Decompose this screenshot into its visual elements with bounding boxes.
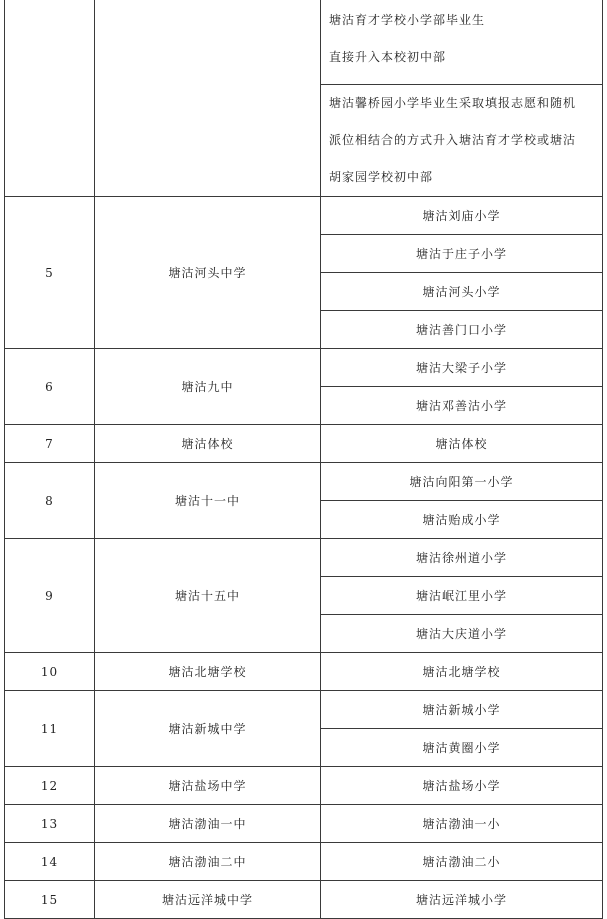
note-line: 派位相结合的方式升入塘沽育才学校或塘沽 [329,133,577,147]
row-number: 11 [5,691,95,767]
middle-school-name: 塘沽远洋城中学 [95,881,321,919]
feeder-primary-school: 塘沽向阳第一小学 [321,463,603,501]
feeder-primary-school: 塘沽于庄子小学 [321,235,603,273]
row-number: 6 [5,349,95,425]
feeder-primary-school: 塘沽徐州道小学 [321,539,603,577]
row-number: 12 [5,767,95,805]
feeder-primary-school: 塘沽远洋城小学 [321,881,603,919]
feeder-primary-school: 塘沽盐场小学 [321,767,603,805]
row-number: 8 [5,463,95,539]
feeder-primary-school: 塘沽体校 [321,425,603,463]
table-row [5,653,603,691]
note-cell [321,85,603,197]
middle-school-name: 塘沽河头中学 [95,197,321,349]
row-number: 9 [5,539,95,653]
table-row [5,805,603,843]
note-line: 直接升入本校初中部 [329,50,447,64]
feeder-primary-school: 塘沽渤油一小 [321,805,603,843]
middle-school-name: 塘沽十五中 [95,539,321,653]
middle-school-name: 塘沽渤油一中 [95,805,321,843]
feeder-primary-school: 塘沽大梁子小学 [321,349,603,387]
table-row [5,0,603,85]
number-cell [5,0,95,197]
feeder-primary-school: 塘沽渤油二小 [321,843,603,881]
note-line: 塘沽育才学校小学部毕业生 [329,13,486,27]
feeder-primary-school: 塘沽河头小学 [321,273,603,311]
note-line: 塘沽馨桥园小学毕业生采取填报志愿和随机 [329,96,577,110]
table-row [5,767,603,805]
row-number: 7 [5,425,95,463]
table-row [5,425,603,463]
feeder-primary-school: 塘沽刘庙小学 [321,197,603,235]
table-row [5,197,603,235]
feeder-primary-school: 塘沽贻成小学 [321,501,603,539]
middle-school-name: 塘沽十一中 [95,463,321,539]
table-row [5,463,603,501]
feeder-primary-school: 塘沽邓善沽小学 [321,387,603,425]
table-row [5,881,603,919]
row-number: 13 [5,805,95,843]
note-line: 胡家园学校初中部 [329,170,434,184]
school-cell [95,0,321,197]
enrollment-table [4,0,603,919]
table-row [5,843,603,881]
row-number: 15 [5,881,95,919]
row-number: 5 [5,197,95,349]
feeder-primary-school: 塘沽北塘学校 [321,653,603,691]
row-number: 10 [5,653,95,691]
row-number: 14 [5,843,95,881]
feeder-primary-school: 塘沽善门口小学 [321,311,603,349]
middle-school-name: 塘沽九中 [95,349,321,425]
feeder-primary-school: 塘沽大庆道小学 [321,615,603,653]
middle-school-name: 塘沽北塘学校 [95,653,321,691]
middle-school-name: 塘沽体校 [95,425,321,463]
table-row [5,691,603,729]
feeder-primary-school: 塘沽黄圈小学 [321,729,603,767]
table-row [5,539,603,577]
table-row [5,349,603,387]
note-cell [321,0,603,85]
feeder-primary-school: 塘沽新城小学 [321,691,603,729]
middle-school-name: 塘沽盐场中学 [95,767,321,805]
feeder-primary-school: 塘沽岷江里小学 [321,577,603,615]
middle-school-name: 塘沽渤油二中 [95,843,321,881]
middle-school-name: 塘沽新城中学 [95,691,321,767]
